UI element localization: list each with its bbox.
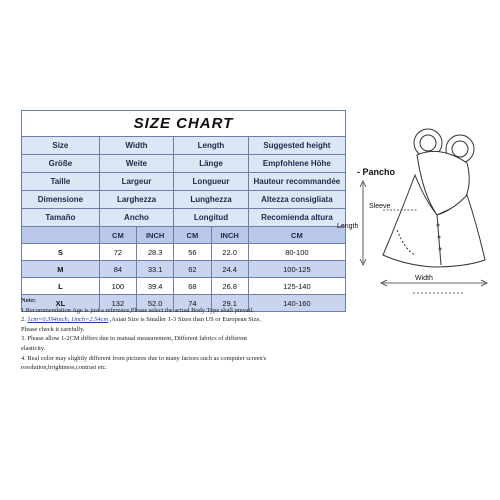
unit-label: INCH [137, 227, 174, 244]
left-ear-inner-shape [420, 135, 436, 151]
table-row [22, 278, 346, 295]
note-3-cont: elasticity. [21, 344, 46, 352]
note-4-cont: resolution,brightness,contrast etc. [21, 364, 107, 372]
unit-label: CM [99, 227, 136, 244]
poncho-illustration [337, 115, 495, 310]
header-size: Taille [22, 173, 100, 191]
cell-width-cm: 132 [99, 295, 136, 312]
cell-size: L [22, 278, 100, 295]
header-size: Dimensione [22, 191, 100, 209]
cell-length-inch: 26.8 [211, 278, 248, 295]
cell-width-cm: 72 [99, 244, 136, 261]
header-row [22, 209, 346, 227]
cell-width-inch: 33.1 [137, 261, 174, 278]
header-size: Tamaño [22, 209, 100, 227]
cell-width-inch: 28.3 [137, 244, 174, 261]
size-chart-table [21, 110, 346, 312]
title-row [22, 111, 346, 137]
button-3 [439, 248, 442, 251]
cell-length-inch: 24.4 [211, 261, 248, 278]
header-row [22, 137, 346, 155]
header-length: Lunghezza [174, 191, 249, 209]
notes-section [21, 296, 351, 373]
table-row [22, 244, 346, 261]
cell-width-cm: 100 [99, 278, 136, 295]
cell-width-cm: 84 [99, 261, 136, 278]
cell-length-inch: 22.0 [211, 244, 248, 261]
cell-height-cm: 125-140 [248, 278, 345, 295]
cell-width-inch: 52.0 [137, 295, 174, 312]
cell-size: M [22, 261, 100, 278]
units-blank [22, 227, 100, 244]
table-row [22, 261, 346, 278]
header-row [22, 173, 346, 191]
cell-size: XL [22, 295, 100, 312]
right-ear-inner-shape [452, 141, 468, 157]
cell-height-cm: 100-125 [248, 261, 345, 278]
unit-label: INCH [211, 227, 248, 244]
sleeve-label: Sleeve [369, 203, 391, 210]
conversion-text: 1cm=0.394inch, 1inch=2.54cm [27, 316, 109, 324]
header-width: Width [99, 137, 174, 155]
chart-title: SIZE CHART [133, 114, 234, 132]
notes-heading: Note: [21, 297, 36, 304]
header-height: Empfohlene Höhe [248, 155, 345, 173]
note-3: 3. Please allow 1-2CM differs due to manual measurement, Different fabrics of different [21, 335, 248, 343]
cell-height-cm: 140-160 [248, 295, 345, 312]
button-2 [438, 236, 441, 239]
note-4: 4. Real color may slightly different from pictures due to many factors such as computer screen's [21, 354, 267, 362]
cell-length-cm: 74 [174, 295, 211, 312]
header-size: Größe [22, 155, 100, 173]
length-label: Length [337, 223, 359, 230]
cell-height-cm: 80-100 [248, 244, 345, 261]
header-height: Hauteur recommandée [248, 173, 345, 191]
unit-label: CM [248, 227, 345, 244]
cell-length-inch: 29.1 [211, 295, 248, 312]
header-length: Länge [174, 155, 249, 173]
header-width: Largeur [99, 173, 174, 191]
header-row [22, 191, 346, 209]
header-length: Length [174, 137, 249, 155]
note-2: 2. 1cm=0.394inch, 1inch=2.54cm ,Asian Size is Smaller 1-3 Sizes than US or European Size, [21, 316, 261, 324]
pancho-label: - Pancho [357, 167, 396, 177]
cell-length-cm: 56 [174, 244, 211, 261]
width-label: Width [415, 275, 433, 282]
note-2-cont: Please check it carefully. [21, 325, 85, 333]
cell-length-cm: 62 [174, 261, 211, 278]
header-width: Ancho [99, 209, 174, 227]
header-height: Altezza consigliata [248, 191, 345, 209]
cell-length-cm: 68 [174, 278, 211, 295]
header-width: Larghezza [99, 191, 174, 209]
button-1 [437, 224, 440, 227]
header-size: Size [22, 137, 100, 155]
cell-width-inch: 39.4 [137, 278, 174, 295]
unit-label: CM [174, 227, 211, 244]
note-1: 1.Recommendation Age is just a reference,Please select the actual Body Type shall prevail. [21, 306, 254, 314]
header-height: Suggested height [248, 137, 345, 155]
header-length: Longitud [174, 209, 249, 227]
cell-size: S [22, 244, 100, 261]
header-row [22, 155, 346, 173]
units-row [22, 227, 346, 244]
header-width: Weite [99, 155, 174, 173]
header-length: Longueur [174, 173, 249, 191]
header-height: Recomienda altura [248, 209, 345, 227]
